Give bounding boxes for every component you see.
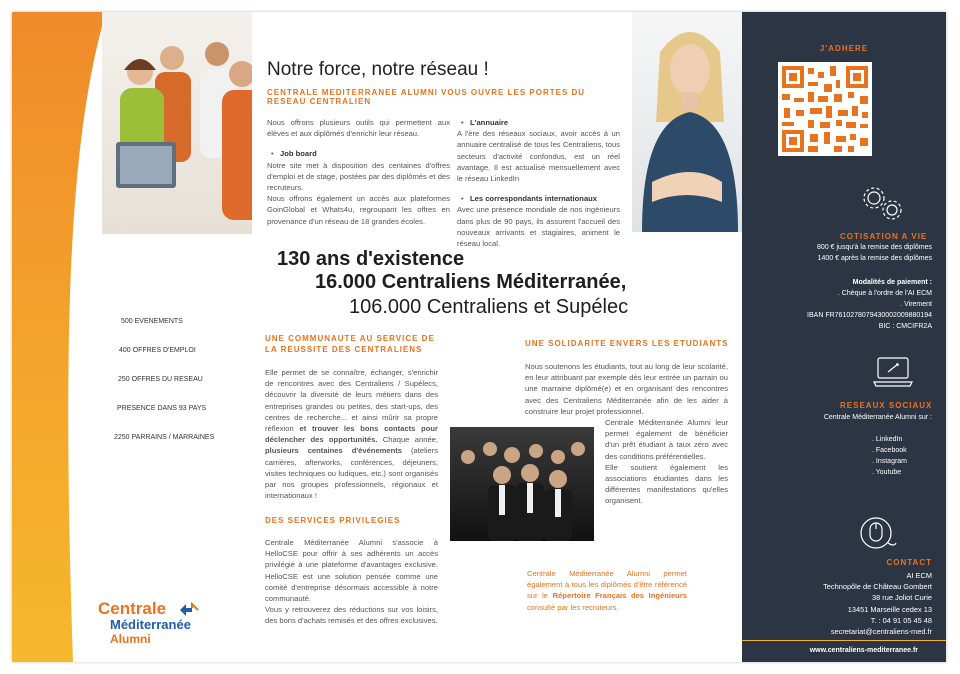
- stat-item: 500 EVENEMENTS: [121, 318, 183, 325]
- paiement-title: Modalités de paiement :: [852, 279, 932, 286]
- reseau-link-linkedin[interactable]: . LinkedIn: [872, 436, 903, 443]
- bic: BIC : CMCIFR2A: [878, 323, 932, 330]
- stat-item: PRESENCE DANS 93 PAYS: [117, 405, 207, 412]
- contact-email[interactable]: secretariat@centraliens-med.fr: [830, 627, 932, 637]
- cotisation-title: COTISATION A VIE: [840, 232, 928, 241]
- bottom-spacer: [12, 656, 742, 662]
- communaute-text-part: Elle permet de se connaître, échanger, s'enrichir de rencontres avec des Centraliens / Supélecs, découvrir la diversité de leurs métiers dans des entreprises grandes ou petites, des start-ups, des centres de recherche... et ainsi mûrir sa propre réflexion: [265, 368, 438, 434]
- intro-left-column: Nous offrons plusieurs outils qui permettent aux élèves et aux diplômés d'enrichir leur réseau. • Job board Notre site met à disposition des centaines d'offres d'emploi et de stage, postées par des diplômés et des recruteurs. Nous offrons également un accès aux plateformes GoinGlobal et Whats4u, regroupant les offres en provenance d'un réseau de 18 grandes écoles.: [267, 118, 450, 226]
- annuaire-title: L'annuaire: [470, 118, 509, 127]
- annuaire-text: A l'ère des réseaux sociaux, avoir accès à un annuaire centralisé de tous les Centraliens, tous secteurs d'activité confondus, est un réel avantage. Il est actualisé mensuellement avec le réseau LinkedIn: [457, 129, 620, 184]
- job-board-title: Job board: [280, 149, 317, 159]
- gears-icon: [860, 184, 906, 224]
- solidarite-text-2: Centrale Méditerranée Alumni leur permet également de bénéficier d'un prêt étudiant à taux zéro avec des conditions préférentielles. Elle soutient également les associations étudiantes dans les différentes manifestations qu'elles organisent.: [605, 418, 728, 506]
- contact-line: AI ECM: [906, 571, 932, 580]
- orange-swoosh-decoration: [12, 12, 112, 662]
- right-info-panel: [742, 12, 946, 662]
- iban: IBAN FR7610278079430002009880194: [807, 312, 932, 319]
- page-title: Notre force, notre réseau !: [267, 59, 489, 80]
- logo-line-3: Alumni: [110, 632, 151, 646]
- contact-block: [823, 570, 932, 637]
- reseaux-intro: Centrale Méditerranée Alumni sur :: [823, 414, 932, 421]
- job-board-text: Notre site met à disposition des centaines d'offres d'emploi et de stage, postées par des diplômés et des recruteurs. Nous offrons également un accès aux plateformes GoinGlobal et Whats4u, regroupant les offres en provenance d'un réseau de 18 grandes écoles.: [267, 160, 450, 226]
- solidarite-text-1: Nous soutenons les étudiants, tout au long de leur scolarité, en leur attribuant par exemple dès leur entrée un parrain ou une marraine diplômé(e) et en organisant des rencontres avec des Centraliens Méditerranée afin de les aider à construire leur projet professionnel.: [525, 362, 728, 416]
- services-text: Centrale Méditerranée Alumni s'associe à HelloCSE pour offrir à ses adhérents un accès privilégié à une plateforme d'avantages exclusive. HelloCSE est une solution pensée comme une comité d'entreprise désormais accessible à notre communauté. Vous y retrouverez des réductions sur vos loisirs, des bons d'achats remisés et des offres exclusives.: [265, 538, 438, 626]
- mouse-icon: [858, 515, 898, 551]
- adhere-title: J'ADHERE: [819, 44, 869, 53]
- woman-photo: [632, 12, 742, 232]
- stat-item: 2250 PARRAINS / MARRAINES: [114, 434, 215, 441]
- logo-mark-icon: [178, 602, 200, 618]
- repertoire-text-part: Centrale Méditerranée Alumni permet également à tous les diplômés d'être référencé sur le: [527, 569, 687, 601]
- logo-line-1: Centrale: [98, 599, 167, 618]
- cotisation-line-1: 800 € jusqu'à la remise des diplômes: [817, 244, 932, 251]
- banner-line-1: 130 ans d'existence: [277, 248, 465, 270]
- qr-code[interactable]: [778, 62, 872, 156]
- intro-paragraph: Nous offrons plusieurs outils qui permettent aux élèves et aux diplômés d'enrichir leur réseau.: [267, 118, 450, 139]
- communaute-text-part: Chaque année,: [377, 435, 438, 445]
- paiement-line-2: . Virement: [900, 301, 932, 308]
- website-divider: [742, 640, 946, 641]
- reseaux-title: RESEAUX SOCIAUX: [840, 401, 933, 410]
- stat-item: 400 OFFRES D'EMPLOI: [119, 347, 196, 354]
- website-link[interactable]: www.centraliens-mediterranee.fr: [809, 647, 918, 654]
- services-title: DES SERVICES PRIVILEGIES: [265, 516, 401, 525]
- communaute-text-bold: plusieurs centaines d'événements: [265, 446, 403, 456]
- contact-line: 38 rue Joliot Curie: [872, 593, 932, 603]
- laptop-icon: [872, 356, 914, 390]
- contact-line: Technopôle de Château Gombert: [823, 582, 932, 592]
- reseau-link-youtube[interactable]: . Youtube: [872, 469, 902, 476]
- team-photo: [102, 12, 252, 234]
- banner-line-2: 16.000 Centraliens Méditerranée,: [315, 271, 627, 293]
- centrale-alumni-logo: [98, 600, 191, 646]
- repertoire-text-part: consulté par les recruteurs.: [527, 602, 619, 612]
- banner-line-3: 106.000 Centraliens et Supélec: [349, 296, 629, 318]
- communaute-title-line-1: UNE COMMUNAUTE AU SERVICE DE: [265, 334, 435, 343]
- reseau-link-facebook[interactable]: . Facebook: [872, 447, 907, 454]
- communaute-text: [265, 367, 438, 501]
- students-group-photo: [450, 427, 594, 541]
- communaute-title-line-2: LA REUSSITE DES CENTRALIENS: [265, 345, 423, 354]
- stat-item: 250 OFFRES DU RESEAU: [118, 376, 203, 383]
- intro-right-column: • L'annuaire A l'ère des réseaux sociaux, avoir accès à un annuaire centralisé de tous les Centraliens, tous secteurs d'activité confondus, est un réel avantage. Il est actualisé mensuellement avec le réseau LinkedIn • Les correspondants internationaux Avec une présence mondiale de nos ingénieurs dans plus de 90 pays, ils assurent l'accueil des nouveaux arrivants et stagiaires, animent le réseau local.: [457, 118, 620, 249]
- reseau-link-instagram[interactable]: . Instagram: [872, 458, 908, 465]
- cotisation-line-2: 1400 € après la remise des diplômes: [817, 255, 932, 262]
- communaute-text-bold: et trouver les bons contacts pour déclencher des opportunités.: [265, 424, 438, 445]
- correspondants-title: Les correspondants internationaux: [470, 194, 598, 204]
- contact-title: CONTACT: [886, 558, 932, 567]
- logo-line-2: Méditerranée: [110, 617, 191, 632]
- intro-section-title: CENTRALE MEDITERRANEE ALUMNI VOUS OUVRE LES PORTES DU RESEAU CENTRALIEN: [267, 88, 586, 106]
- contact-phone: T. : 04 91 05 45 48: [870, 615, 932, 625]
- repertoire-text-bold: Répertoire Français des Ingénieurs: [552, 591, 687, 601]
- repertoire-text: [527, 568, 687, 613]
- contact-line: 13451 Marseille cedex 13: [847, 604, 932, 614]
- brochure-page: [12, 12, 946, 662]
- correspondants-text: Avec une présence mondiale de nos ingénieurs dans plus de 90 pays, ils assurent l'accueil des nouveaux arrivants et stagiaires, animent le réseau local.: [457, 205, 620, 249]
- communaute-text-part: (ateliers carrières, afterworks, conférences, déjeuners, visites techniques ou ludiques, etc.) sont organisés par nos groupes professionnels, régionaux et internationaux !: [265, 446, 438, 501]
- paiement-line-1: . Chèque à l'ordre de l'AI ECM: [837, 290, 932, 297]
- solidarite-title: UNE SOLIDARITE ENVERS LES ETUDIANTS: [525, 339, 729, 348]
- communaute-title: [265, 333, 435, 355]
